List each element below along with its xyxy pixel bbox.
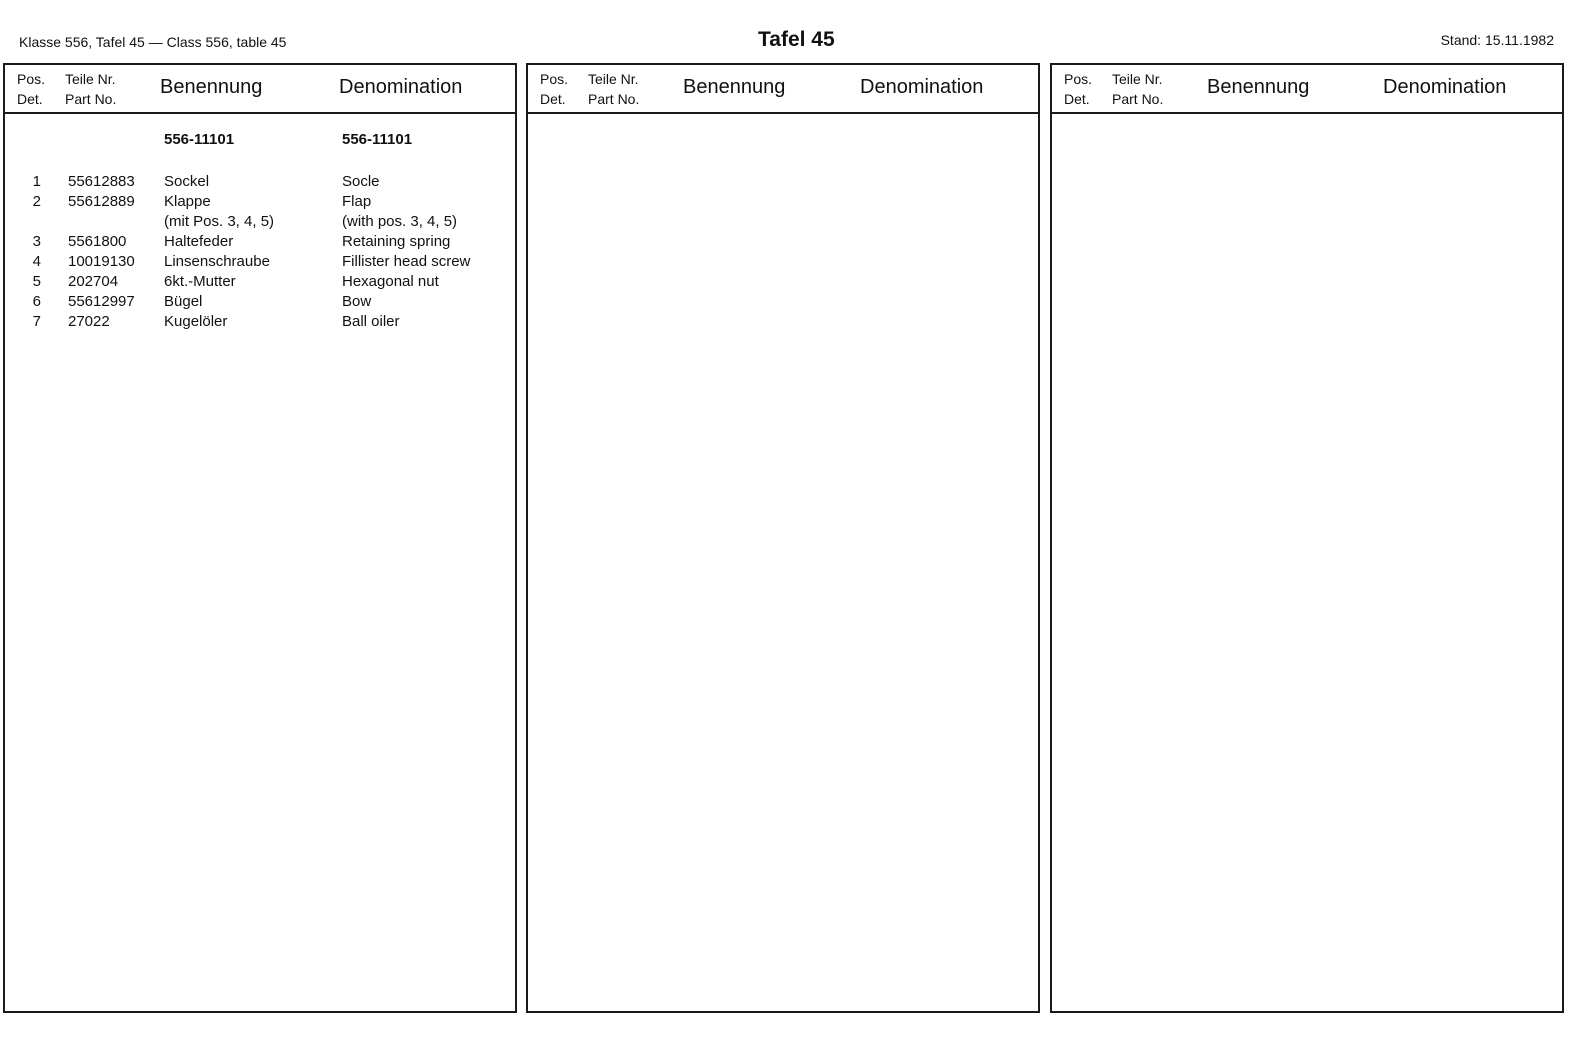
benennung-cell: (mit Pos. 3, 4, 5) bbox=[164, 213, 275, 230]
denomination-cell: Fillister head screw bbox=[342, 253, 471, 270]
part-no-column-header bbox=[65, 69, 116, 109]
pos-header-line1: Pos. bbox=[1064, 71, 1093, 87]
table-body bbox=[1052, 112, 1562, 1011]
benennung-cell: Haltefeder bbox=[164, 233, 234, 250]
table-row bbox=[5, 272, 515, 292]
group-number-benennung: 556-11101 bbox=[164, 131, 235, 148]
part-no-cell: 27022 bbox=[68, 313, 110, 330]
part-no-cell: 55612997 bbox=[68, 293, 135, 310]
benennung-cell: Kugelöler bbox=[164, 313, 228, 330]
pos-column-header bbox=[1064, 69, 1092, 109]
part-header-line2: Part No. bbox=[588, 91, 640, 107]
part-header-line1: Teile Nr. bbox=[1112, 71, 1163, 87]
benennung-cell: Klappe bbox=[164, 193, 211, 210]
denomination-column-header: Denomination bbox=[860, 76, 984, 98]
pos-header-line1: Pos. bbox=[17, 71, 46, 87]
part-no-column-header bbox=[1112, 69, 1163, 109]
table-row bbox=[5, 212, 515, 232]
part-header-line2: Part No. bbox=[65, 91, 117, 107]
parts-table-panel-2 bbox=[526, 63, 1040, 1013]
table-row bbox=[5, 312, 515, 332]
pos-cell: 2 bbox=[32, 193, 41, 210]
benennung-cell: Sockel bbox=[164, 173, 210, 190]
denomination-column-header: Denomination bbox=[339, 76, 463, 98]
document-class-label: Klasse 556, Tafel 45 — Class 556, table 45 bbox=[19, 34, 287, 50]
table-row bbox=[5, 172, 515, 192]
table-row bbox=[5, 292, 515, 312]
pos-cell: 6 bbox=[32, 293, 41, 310]
revision-date: Stand: 15.11.1982 bbox=[1440, 32, 1554, 48]
pos-header-line2: Det. bbox=[17, 91, 43, 107]
benennung-cell: 6kt.-Mutter bbox=[164, 273, 236, 290]
table-row bbox=[5, 192, 515, 212]
part-no-cell: 202704 bbox=[68, 273, 119, 290]
parts-table-panel-1 bbox=[3, 63, 517, 1013]
part-no-cell: 55612883 bbox=[68, 173, 135, 190]
benennung-column-header: Benennung bbox=[1207, 76, 1310, 98]
table-row bbox=[5, 252, 515, 272]
denomination-cell: Bow bbox=[342, 293, 372, 310]
table-body bbox=[528, 112, 1038, 1011]
table-header bbox=[1052, 65, 1562, 114]
part-no-column-header bbox=[588, 69, 639, 109]
denomination-cell: Socle bbox=[342, 173, 380, 190]
denomination-cell: Hexagonal nut bbox=[342, 273, 439, 290]
denomination-cell: (with pos. 3, 4, 5) bbox=[342, 213, 458, 230]
table-body bbox=[5, 112, 515, 1011]
table-header bbox=[528, 65, 1038, 114]
pos-header-line2: Det. bbox=[540, 91, 566, 107]
pos-cell: 7 bbox=[32, 313, 41, 330]
part-no-cell: 10019130 bbox=[68, 253, 135, 270]
denomination-cell: Ball oiler bbox=[342, 313, 400, 330]
denomination-column-header: Denomination bbox=[1383, 76, 1507, 98]
pos-header-line1: Pos. bbox=[540, 71, 569, 87]
table-header bbox=[5, 65, 515, 114]
parts-table-panel-3 bbox=[1050, 63, 1564, 1013]
pos-column-header bbox=[17, 69, 45, 109]
page-title: Tafel 45 bbox=[758, 28, 835, 51]
denomination-cell: Flap bbox=[342, 193, 372, 210]
pos-cell: 4 bbox=[32, 253, 41, 270]
pos-cell: 1 bbox=[32, 173, 41, 190]
pos-header-line2: Det. bbox=[1064, 91, 1090, 107]
part-header-line1: Teile Nr. bbox=[65, 71, 116, 87]
benennung-cell: Bügel bbox=[164, 293, 203, 310]
pos-cell: 3 bbox=[32, 233, 41, 250]
part-no-cell: 5561800 bbox=[68, 233, 127, 250]
pos-cell: 5 bbox=[32, 273, 41, 290]
table-row bbox=[5, 232, 515, 252]
benennung-column-header: Benennung bbox=[160, 76, 263, 98]
benennung-column-header: Benennung bbox=[683, 76, 786, 98]
part-header-line1: Teile Nr. bbox=[588, 71, 639, 87]
denomination-cell: Retaining spring bbox=[342, 233, 451, 250]
part-header-line2: Part No. bbox=[1112, 91, 1164, 107]
part-no-cell: 55612889 bbox=[68, 193, 135, 210]
benennung-cell: Linsenschraube bbox=[164, 253, 270, 270]
group-number-denomination: 556-11101 bbox=[342, 131, 413, 148]
parts-rows bbox=[5, 172, 515, 332]
pos-column-header bbox=[540, 69, 568, 109]
